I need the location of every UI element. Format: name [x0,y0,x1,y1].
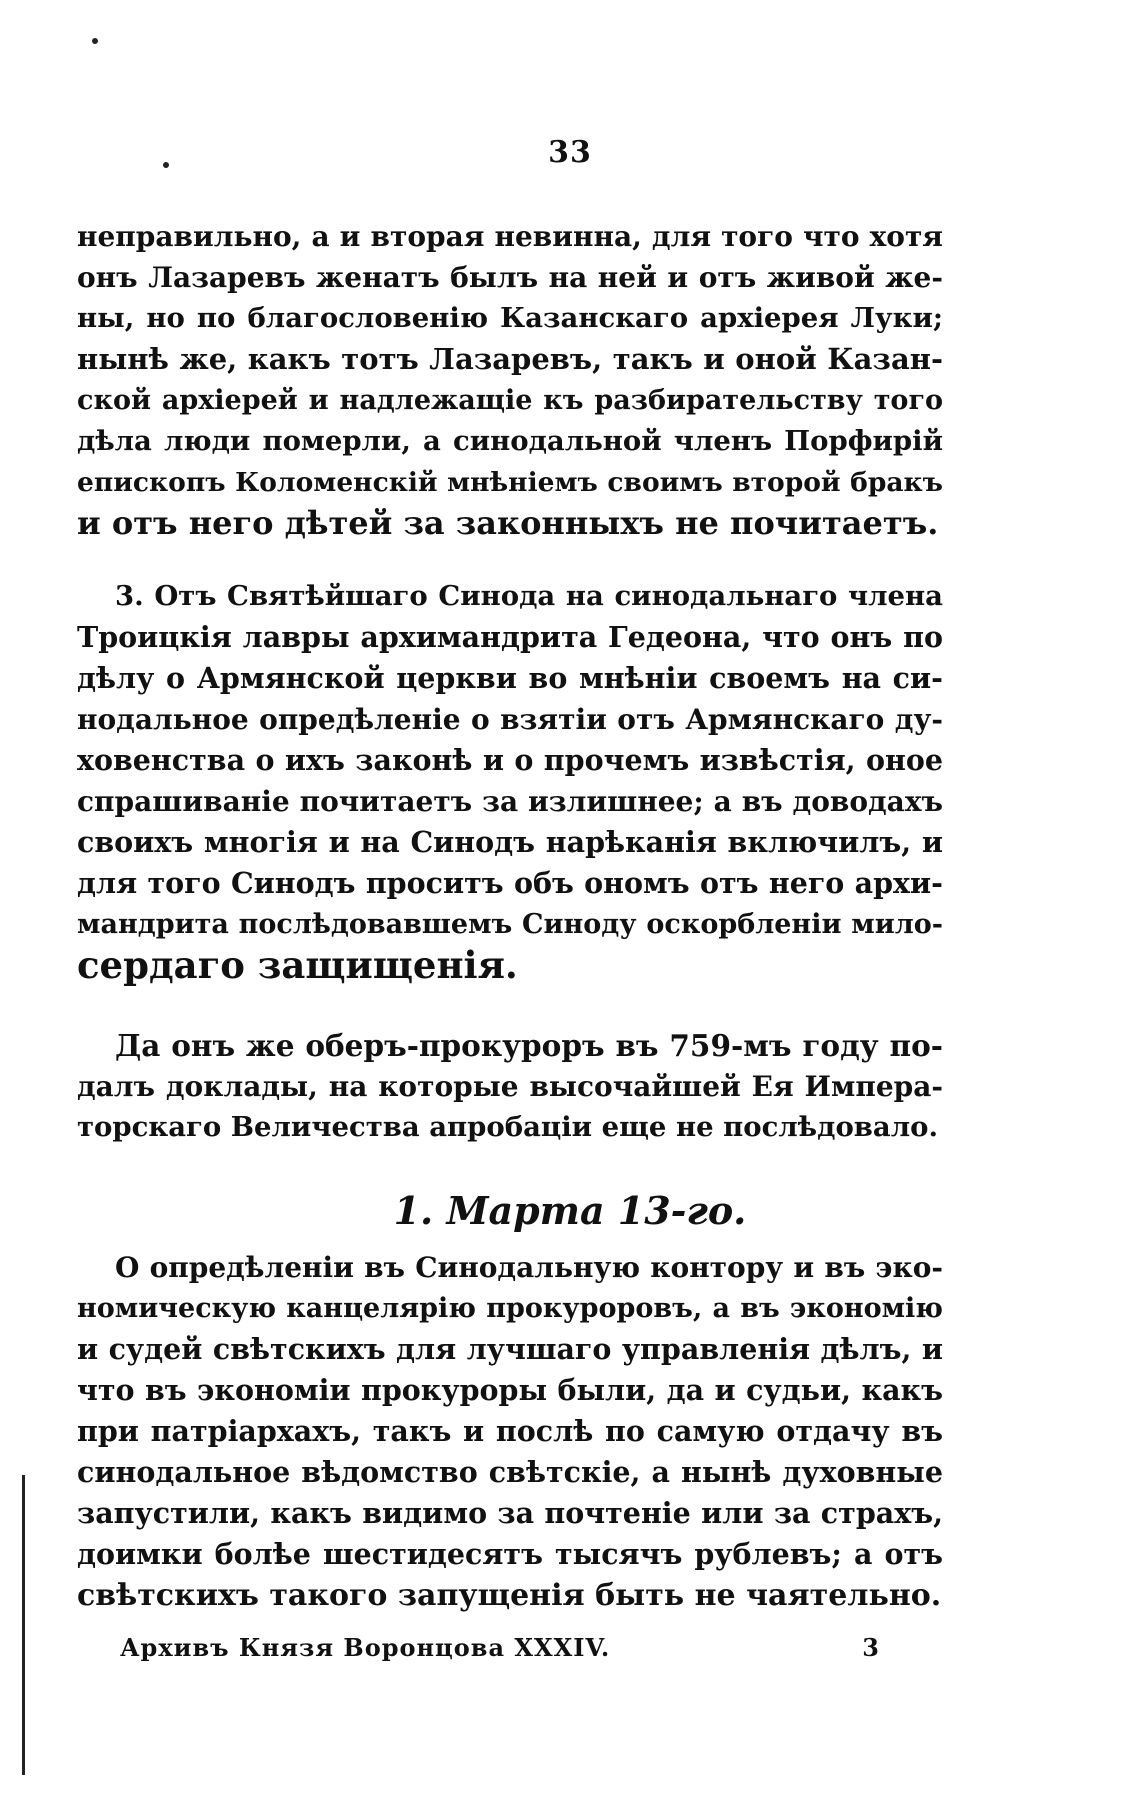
paragraph-1 [77,216,943,544]
text-line: далъ доклады, на которые высочайшей Ея Импера- [77,1070,943,1103]
text-line: сердаго защищенія. [77,943,518,987]
text-line: что въ экономіи прокуроры были, да и судьи, какъ [77,1373,943,1407]
text-line: ны, но по благословенію Казанскаго архіерея Луки; [77,302,943,334]
text-line: епископъ Коломенскій мнѣніемъ своимъ второй бракъ [77,467,943,498]
page-number: 33 [548,135,592,170]
text-line: при патріархахъ, такъ и послѣ по самую отдачу въ [77,1414,943,1448]
margin-rule [22,1475,25,1775]
text-line: спрашиваніе почитаетъ за излишнее; а въ доводахъ [77,785,943,818]
text-line: свѣтскихъ такого запущенія быть не чаятельно. [77,1578,942,1613]
page-footer [120,1633,880,1662]
text-line: мандрита послѣдовавшемъ Синоду оскорбленіи мило- [77,909,943,940]
text-line: Да онъ же оберъ-прокуроръ въ 759-мъ году по- [115,1028,943,1063]
text-line: доимки болѣе шестидесятъ тысячъ рублевъ; а отъ [77,1537,943,1571]
text-line: О опредѣленіи въ Синодальную контору и въ эко- [115,1251,943,1284]
text-line: и судей свѣтскихъ для лучшаго управленія дѣлъ, и [77,1332,943,1366]
text-line: неправильно, а и вторая невинна, для того что хотя [77,220,943,253]
text-line: 3. Отъ Святѣйшаго Синода на синодальнаго члена [115,580,943,612]
text-line: для того Синодъ проситъ объ ономъ отъ него архи- [77,866,943,900]
text-line: и отъ него дѣтей за законныхъ не почитаетъ. [77,504,939,542]
text-line: ховенства о ихъ законѣ и о прочемъ извѣстія, оное [77,743,943,777]
text-line: торскаго Величества апробаціи еще не послѣдовало. [77,1111,939,1143]
margin-dot [92,38,98,44]
section-heading: 1. Марта 13-го. [393,1188,747,1233]
text-line: номическую канцелярію прокуроровъ, а въ экономію [77,1293,943,1324]
footer-signature-number: 3 [862,1633,880,1662]
text-line: дѣла люди померли, а синодальной членъ Порфирій [77,425,943,457]
text-line: дѣлу о Армянской церкви во мнѣніи своемъ на си- [77,661,943,695]
footer-source: Архивъ Князя Воронцова XXXIV. [120,1633,611,1662]
text-line: своихъ многія и на Синодъ нарѣканія включилъ, и [77,825,943,859]
text-line: запустили, какъ видимо за почтеніе или за страхъ, [77,1496,943,1530]
text-line: Троицкія лавры архимандрита Гедеона, что онъ по [77,620,943,654]
paragraph-4 [77,1247,943,1616]
text-line: нодальное опредѣленіе о взятіи отъ Армянскаго ду- [77,703,943,736]
text-line: синодальное вѣдомство свѣтскіе, а нынѣ духовные [77,1455,943,1489]
text-line: нынѣ же, какъ тотъ Лазаревъ, такъ и оной Казан- [77,342,943,376]
paragraph-3 [77,1025,943,1148]
paragraph-2 [77,576,943,986]
text-line: онъ Лазаревъ женатъ былъ на ней и отъ живой же- [77,261,943,294]
text-line: ской архіерей и надлежащіе къ разбирательству того [77,385,943,416]
